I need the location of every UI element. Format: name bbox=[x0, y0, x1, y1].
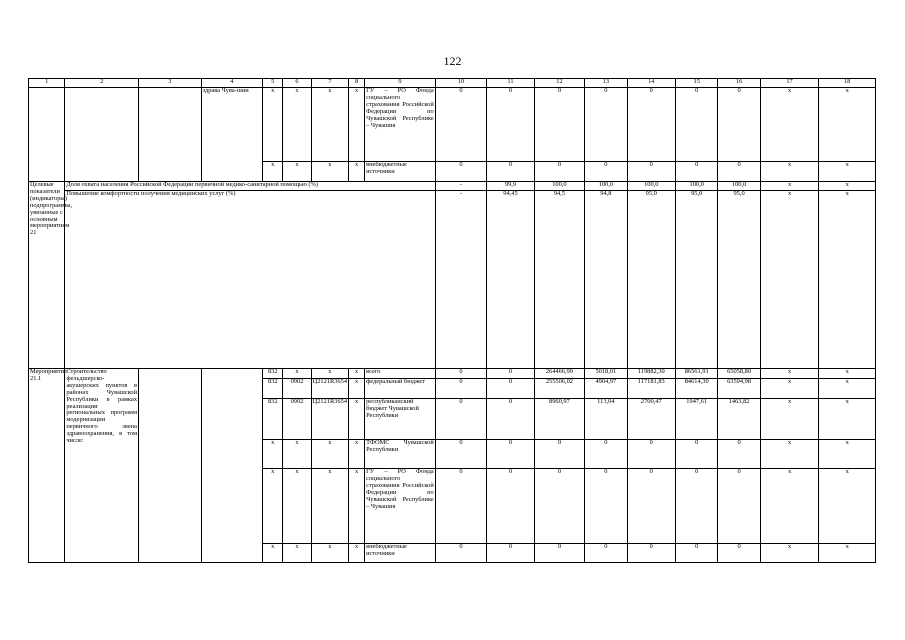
cell-grbs: 832 bbox=[263, 399, 283, 440]
cell-value: 0 bbox=[585, 440, 627, 469]
cell-value: 63594,98 bbox=[718, 379, 760, 399]
cell-value: 99,9 bbox=[487, 182, 534, 191]
cell-value: 100,0 bbox=[534, 182, 584, 191]
cell-section: x bbox=[283, 440, 311, 469]
cell-grbs: 832 bbox=[263, 369, 283, 379]
cell-value: x bbox=[760, 379, 819, 399]
header-cell: 17 bbox=[760, 79, 819, 88]
cell-grbs: x bbox=[263, 544, 283, 563]
cell-empty bbox=[201, 369, 263, 563]
cell-expense-group: x bbox=[348, 88, 364, 162]
cell-value: x bbox=[819, 162, 876, 182]
cell-section: 0902 bbox=[283, 379, 311, 399]
cell-target-article: Ц2121R3654 bbox=[311, 399, 348, 440]
cell-expense-group: x bbox=[348, 544, 364, 563]
cell-value: 0 bbox=[718, 544, 760, 563]
cell-value: x bbox=[760, 369, 819, 379]
cell-value: 4904,97 bbox=[585, 379, 627, 399]
header-cell: 16 bbox=[718, 79, 760, 88]
cell-value: x bbox=[760, 544, 819, 563]
table-row bbox=[29, 88, 876, 162]
cell-value: 0 bbox=[627, 440, 675, 469]
cell-value: x bbox=[819, 544, 876, 563]
cell-target-article: x bbox=[311, 544, 348, 563]
cell-section: x bbox=[283, 162, 311, 182]
cell-value: 95,0 bbox=[718, 191, 760, 369]
target-indicator-text: Повышение комфортности получения медицинских услуг (%) bbox=[65, 191, 435, 369]
header-cell: 6 bbox=[283, 79, 311, 88]
cell-grbs: x bbox=[263, 88, 283, 162]
cell-value: 1947,61 bbox=[676, 399, 718, 440]
cell-value: 94,8 bbox=[585, 191, 627, 369]
cell-value: 0 bbox=[627, 162, 675, 182]
cell-value: 0 bbox=[435, 544, 486, 563]
cell-value: 0 bbox=[435, 162, 486, 182]
header-cell: 4 bbox=[201, 79, 263, 88]
cell-value: x bbox=[760, 162, 819, 182]
cell-value: 255506,02 bbox=[534, 379, 584, 399]
cell-target-article: x bbox=[311, 162, 348, 182]
page-number: 122 bbox=[443, 54, 462, 68]
cell-value: 65058,80 bbox=[718, 369, 760, 379]
header-cell: 3 bbox=[139, 79, 202, 88]
header-cell: 2 bbox=[65, 79, 139, 88]
cell-value: x bbox=[760, 440, 819, 469]
header-cell: 10 bbox=[435, 79, 486, 88]
cell-value: 0 bbox=[718, 88, 760, 162]
cell-section: x bbox=[283, 544, 311, 563]
cell-value: 0 bbox=[487, 379, 534, 399]
cell-value: 0 bbox=[676, 469, 718, 544]
cell-value: 95,0 bbox=[627, 191, 675, 369]
header-cell: 7 bbox=[311, 79, 348, 88]
cell-value: 0 bbox=[718, 440, 760, 469]
cell-value: 264466,99 bbox=[534, 369, 584, 379]
cell-value: 100,0 bbox=[585, 182, 627, 191]
cell-source: всего bbox=[365, 369, 436, 379]
cell-value: 100,0 bbox=[676, 182, 718, 191]
cell-value: 0 bbox=[435, 369, 486, 379]
cell-empty bbox=[29, 88, 65, 182]
cell-value: x bbox=[760, 399, 819, 440]
cell-value: 100,0 bbox=[627, 182, 675, 191]
cell-value: 0 bbox=[435, 440, 486, 469]
cell-value: 8960,97 bbox=[534, 399, 584, 440]
cell-value: 0 bbox=[435, 88, 486, 162]
cell-value: 0 bbox=[435, 469, 486, 544]
header-row bbox=[29, 79, 876, 88]
cell-target-article: Ц2121R3654 bbox=[311, 379, 348, 399]
cell-value: 0 bbox=[487, 369, 534, 379]
cell-section: x bbox=[283, 88, 311, 162]
cell-value: 94,5 bbox=[534, 191, 584, 369]
cell-empty bbox=[139, 88, 202, 182]
header-cell: 18 bbox=[819, 79, 876, 88]
cell-source: республиканский бюджет Чувашской Республики bbox=[365, 399, 436, 440]
cell-value: 0 bbox=[676, 88, 718, 162]
cell-value: 0 bbox=[534, 162, 584, 182]
cell-value: x bbox=[819, 469, 876, 544]
cell-target-article: x bbox=[311, 369, 348, 379]
cell-value: 0 bbox=[534, 88, 584, 162]
cell-value: 0 bbox=[676, 162, 718, 182]
cell-value: 113,04 bbox=[585, 399, 627, 440]
target-row bbox=[29, 191, 876, 369]
cell-source: ГУ – РО Фонда социального страхования Российской Федерации по Чувашской Республике – Чувашия bbox=[365, 88, 436, 162]
cell-value: x bbox=[760, 191, 819, 369]
cell-grbs: x bbox=[263, 440, 283, 469]
target-indicator-text: Доля охвата населения Российской Федерации первичной медико-санитарной помощью (%) bbox=[65, 182, 435, 191]
cell-expense-group: x bbox=[348, 399, 364, 440]
header-cell: 8 bbox=[348, 79, 364, 88]
cell-value: 0 bbox=[676, 544, 718, 563]
cell-value: 0 bbox=[534, 469, 584, 544]
executor-cell: здрава Чува-шии bbox=[201, 88, 263, 182]
cell-value: 94,45 bbox=[487, 191, 534, 369]
cell-value: 0 bbox=[718, 469, 760, 544]
cell-value: 0 bbox=[585, 544, 627, 563]
cell-value: 0 bbox=[487, 162, 534, 182]
cell-value: 86561,91 bbox=[676, 369, 718, 379]
cell-target-article: x bbox=[311, 469, 348, 544]
cell-value: x bbox=[819, 182, 876, 191]
cell-section: x bbox=[283, 469, 311, 544]
cell-value: 0 bbox=[487, 469, 534, 544]
cell-value: 0 bbox=[585, 162, 627, 182]
cell-source: ГУ – РО Фонда социального страхования Российской Федерации по Чувашской Республике – Чувашия bbox=[365, 469, 436, 544]
cell-expense-group: x bbox=[348, 469, 364, 544]
cell-value: 0 bbox=[534, 544, 584, 563]
cell-section: x bbox=[283, 369, 311, 379]
cell-source: федеральный бюджет bbox=[365, 379, 436, 399]
cell-target-article: x bbox=[311, 440, 348, 469]
cell-value: 117181,83 bbox=[627, 379, 675, 399]
cell-grbs: x bbox=[263, 469, 283, 544]
cell-value: 0 bbox=[487, 440, 534, 469]
header-cell: 1 bbox=[29, 79, 65, 88]
header-cell: 13 bbox=[585, 79, 627, 88]
cell-value: 0 bbox=[487, 88, 534, 162]
cell-value: 0 bbox=[435, 399, 486, 440]
cell-value: x bbox=[819, 379, 876, 399]
cell-grbs: x bbox=[263, 162, 283, 182]
cell-grbs: 832 bbox=[263, 379, 283, 399]
cell-empty bbox=[65, 88, 139, 182]
cell-value: 0 bbox=[627, 469, 675, 544]
cell-empty bbox=[139, 369, 202, 563]
cell-expense-group: x bbox=[348, 440, 364, 469]
cell-source: внебюджетные источники bbox=[365, 162, 436, 182]
cell-value: 95,0 bbox=[676, 191, 718, 369]
cell-target-article: x bbox=[311, 88, 348, 162]
cell-value: x bbox=[819, 399, 876, 440]
cell-value: 0 bbox=[487, 399, 534, 440]
cell-value: 0 bbox=[718, 162, 760, 182]
cell-value: 0 bbox=[435, 379, 486, 399]
cell-source: внебюджетные источники bbox=[365, 544, 436, 563]
header-cell: 5 bbox=[263, 79, 283, 88]
cell-value: x bbox=[819, 369, 876, 379]
cell-expense-group: x bbox=[348, 369, 364, 379]
cell-value: 119882,30 bbox=[627, 369, 675, 379]
cell-section: 0902 bbox=[283, 399, 311, 440]
cell-source: ТФОМС Чувашской Республики bbox=[365, 440, 436, 469]
cell-value: 1463,82 bbox=[718, 399, 760, 440]
cell-value: x bbox=[819, 191, 876, 369]
cell-value: 0 bbox=[585, 469, 627, 544]
cell-value: 0 bbox=[534, 440, 584, 469]
measure-row bbox=[29, 369, 876, 379]
cell-value: 5018,01 bbox=[585, 369, 627, 379]
cell-value: 0 bbox=[627, 88, 675, 162]
cell-value: 0 bbox=[585, 88, 627, 162]
program-table bbox=[28, 78, 876, 563]
cell-value: x bbox=[760, 182, 819, 191]
header-cell: 15 bbox=[676, 79, 718, 88]
targets-label: Целевые показатели (индикаторы) подпрограммы, увязанные с основным мероприятием 21 bbox=[29, 182, 65, 369]
header-cell: 9 bbox=[365, 79, 436, 88]
cell-value: 0 bbox=[487, 544, 534, 563]
header-cell: 12 bbox=[534, 79, 584, 88]
cell-value: x bbox=[819, 88, 876, 162]
cell-value: 0 bbox=[676, 440, 718, 469]
cell-expense-group: x bbox=[348, 162, 364, 182]
cell-value: 0 bbox=[627, 544, 675, 563]
cell-value: - bbox=[435, 182, 486, 191]
cell-expense-group: x bbox=[348, 379, 364, 399]
measure-label: Мероприятие 21.1 bbox=[29, 369, 65, 563]
header-cell: 11 bbox=[487, 79, 534, 88]
cell-value: x bbox=[819, 440, 876, 469]
cell-value: 2700,47 bbox=[627, 399, 675, 440]
measure-name: Строительство фельдшерско-акушерских пунктов в районах Чувашской Республики в рамках реализации региональных программ модернизации первичного звена здравоохранения, в том числе: bbox=[65, 369, 139, 563]
cell-value: x bbox=[760, 88, 819, 162]
cell-value: x bbox=[760, 469, 819, 544]
cell-value: - bbox=[435, 191, 486, 369]
cell-value: 100,0 bbox=[718, 182, 760, 191]
header-cell: 14 bbox=[627, 79, 675, 88]
cell-value: 84614,30 bbox=[676, 379, 718, 399]
